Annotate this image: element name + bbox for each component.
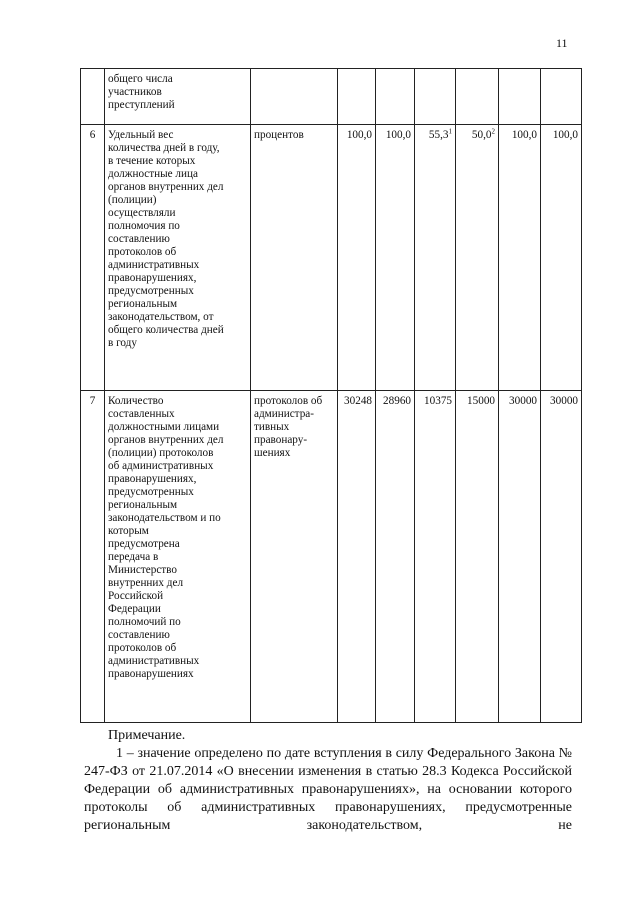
table-row-6: [81, 125, 582, 391]
value-cell: 10375: [415, 391, 456, 723]
value-cell: [499, 69, 541, 125]
note-text: 1 – значение определено по дате вступления в силу Федерального Закона № 247-ФЗ от 21.07.2014 «О внесении изменения в статью 28.3 Кодекса Российской Федерации об административных правонарушениях», на основании которого протоколы об административных правонарушениях, предусмотренные региональным законодательством, не: [84, 746, 572, 833]
table-row-7: [81, 391, 582, 723]
value-cell: 100,0: [499, 125, 541, 391]
value-cell: 30000: [499, 391, 541, 723]
row-number: 6: [81, 125, 105, 391]
unit-cell: протоколов об администра- тивных правонару- шениях: [251, 391, 338, 723]
value-cell: 50,0$^2$: [456, 125, 499, 391]
row-number: [81, 69, 105, 125]
value-cell: [541, 69, 582, 125]
indicator-name: Количество составленных должностными лицами органов внутренних дел (полиции) протоколов об административных правонарушениях, предусмотренных региональным законодательством и по которым предусмотрена передача в Министерство внутренних дел Российской Федерации полномочий по составлению протоколов об административных правонарушениях: [105, 391, 251, 723]
note-section: [84, 727, 572, 835]
value-cell: 100,0: [338, 125, 376, 391]
indicator-name: Удельный вес количества дней в году, в течение которых должностные лица органов внутренних дел (полиции) осуществляли полномочия по составлению протоколов об административных правонарушениях, предусмотренных региональным законодательством, от общего количества дней в году: [105, 125, 251, 391]
value-cell: [376, 69, 415, 125]
row-number: 7: [81, 391, 105, 723]
unit-cell: [251, 69, 338, 125]
value-cell: [456, 69, 499, 125]
page-number: 11: [556, 36, 568, 50]
value-cell: 100,0: [376, 125, 415, 391]
value-cell: [338, 69, 376, 125]
table-row-continuation: [81, 69, 582, 125]
note-title: Примечание.: [108, 728, 186, 743]
indicator-name: общего числа участников преступлений: [105, 69, 251, 125]
value-cell: 30248: [338, 391, 376, 723]
value-cell: 15000: [456, 391, 499, 723]
footnote-marker: 1: [448, 127, 452, 136]
indicators-table: [80, 68, 582, 723]
value-cell: 30000: [541, 391, 582, 723]
unit-cell: процентов: [251, 125, 338, 391]
value-cell: 55,3$^1$: [415, 125, 456, 391]
footnote-marker: 2: [491, 127, 495, 136]
value-cell: 100,0: [541, 125, 582, 391]
value-cell: 28960: [376, 391, 415, 723]
value-cell: [415, 69, 456, 125]
